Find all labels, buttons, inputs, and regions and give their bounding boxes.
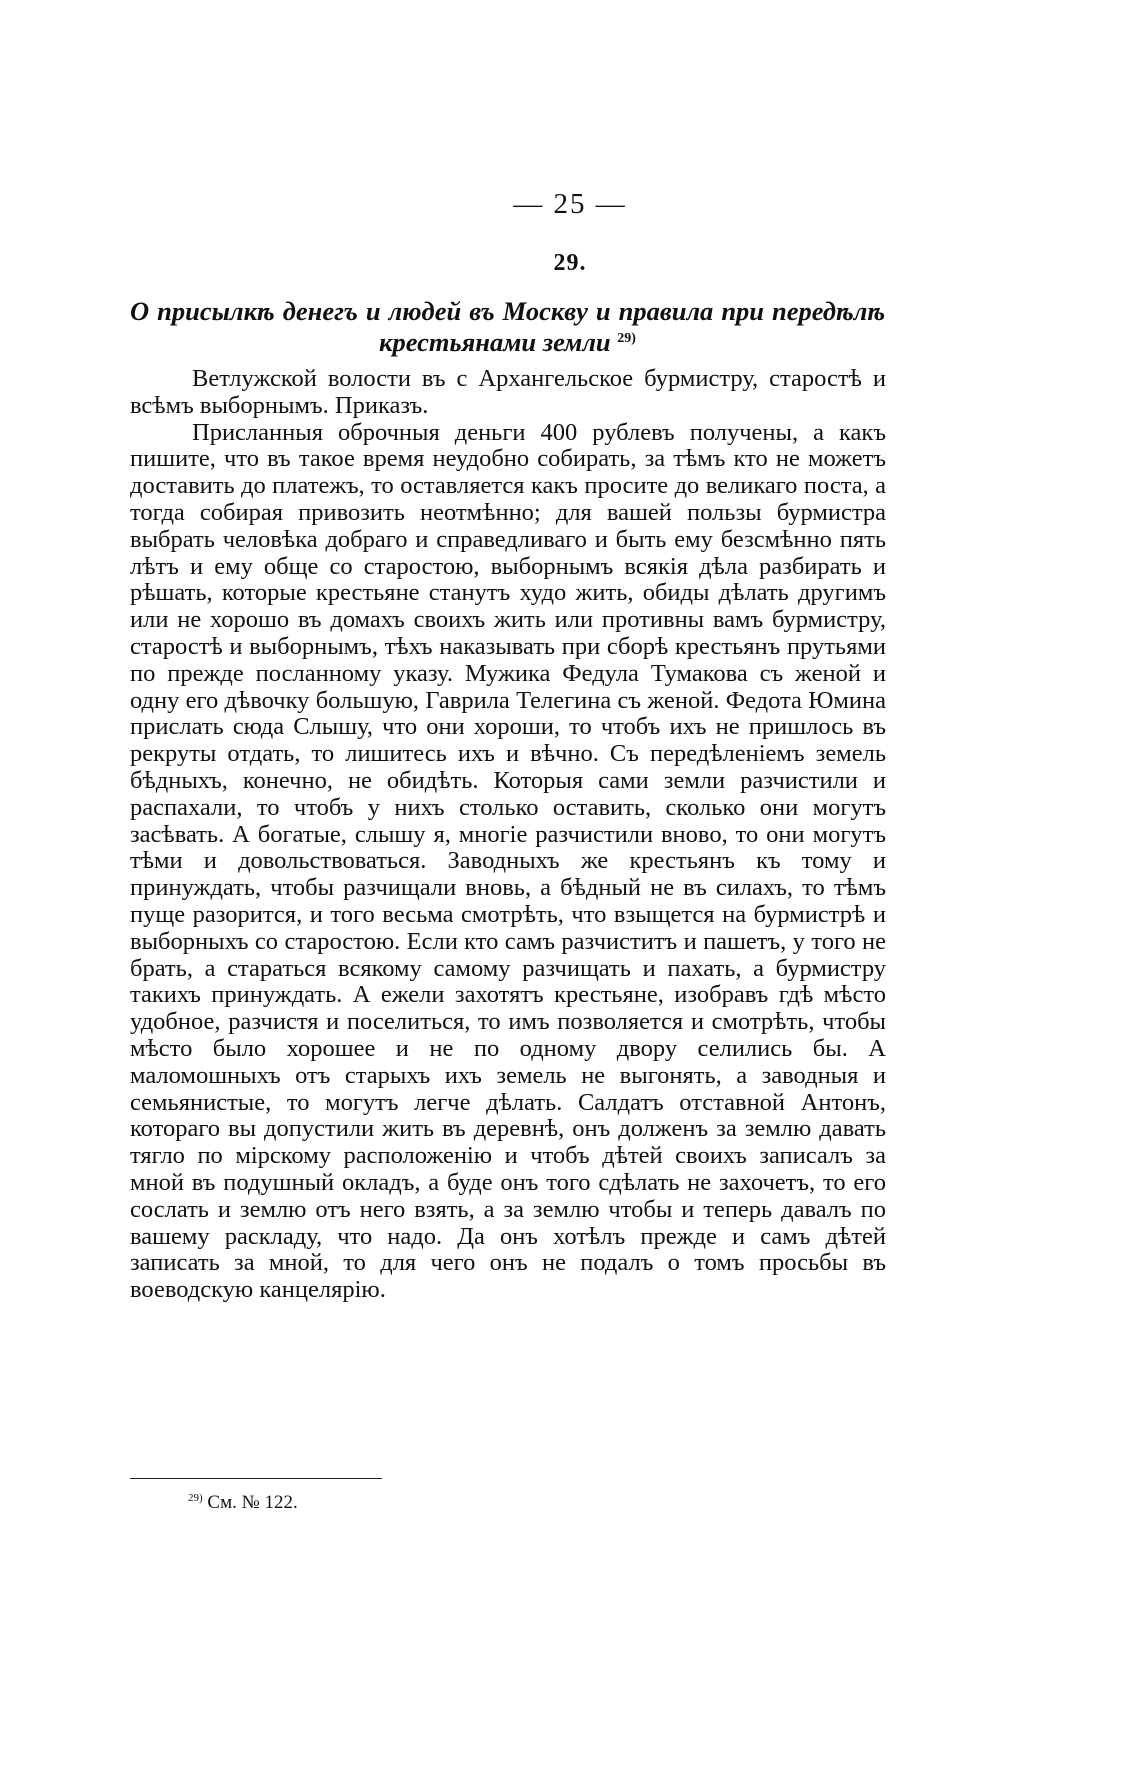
- footnote-ref: 29): [188, 1492, 203, 1504]
- footnote-text: См. № 122.: [207, 1492, 298, 1513]
- page-number: — 25 —: [513, 188, 627, 220]
- footnote: [188, 1487, 298, 1514]
- title-text: О присылкѣ денегъ и людей въ Москву и правила при передѣлѣ крестьянами земли: [130, 296, 885, 357]
- title-footnote-ref: 29): [617, 331, 636, 346]
- footnote-divider: [130, 1478, 382, 1479]
- document-number: 29.: [553, 250, 587, 276]
- document-title: [130, 297, 885, 356]
- document-body: [130, 366, 886, 1304]
- order-paragraph: Присланныя оброчныя деньги 400 рублевъ получены, а какъ пишите, что въ такое время неудобно собирать, за тѣмъ кто не можетъ доставить до платежъ, то оставляется какъ просите до великаго поста, а тогда собирая привозить неотмѣнно; для вашей пользы бурмистра выбрать человѣка добраго и справедливаго и быть ему безсмѣнно пять лѣтъ и ему обще со старостою, выборнымъ всякія дѣла разбирать и рѣшать, которые крестьяне станутъ худо жить, обиды дѣлать другимъ или не хорошо въ домахъ своихъ жить или противны вамъ бурмистру, старостѣ и выборнымъ, тѣхъ наказывать при сборѣ крестьянъ прутьями по прежде посланному указу. Мужика Федула Тумакова съ женой и одну его дѣвочку большую, Гаврила Телегина съ женой. Федота Юмина прислать сюда Слышу, что они хороши, то чтобъ ихъ не пришлось въ рекруты отдать, то лишитесь ихъ и вѣчно. Съ передѣленіемъ земель бѣдныхъ, конечно, не обидѣть. Которыя сами земли разчистили и распахали, то чтобъ у нихъ столько оставить, сколько они могутъ засѣвать. А богатые, слышу я, многіе разчистили вново, то они могутъ тѣми и довольствоваться. Заводныхъ же крестьянъ къ тому и принуждать, чтобы разчищали вновь, а бѣдный не въ силахъ, то тѣмъ пуще разорится, и того весьма смотрѣть, что взыщется на бурмистрѣ и выборныхъ со старостою. Если кто самъ разчиститъ и пашетъ, у того не брать, а стараться всякому самому разчищать и пахать, а бурмистру такихъ принуждать. А ежели захотятъ крестьяне, изобравъ гдѣ мѣсто удобное, разчистя и поселиться, то имъ позволяется и смотрѣть, чтобы мѣсто было хорошее и не по одному двору селились бы. А маломошныхъ отъ старыхъ ихъ земель не выгонять, а заводныя и семьянистые, то могутъ легче дѣлать. Салдатъ отставной Антонъ, котораго вы допустили жить въ деревнѣ, онъ долженъ за землю давать тягло по мірскому расположенію и чтобъ дѣтей своихъ записалъ за мной въ подушный окладъ, а буде онъ того сдѣлать не захочетъ, то его сослать и землю отъ него взять, а за землю чтобы и теперь давалъ по вашему раскладу, что надо. Да онъ хотѣлъ прежде и самъ дѣтей записать за мной, то для чего онъ не подалъ о томъ просьбы въ воеводскую канцелярію.: [130, 418, 886, 1304]
- address-paragraph: Ветлужской волости въ с Архангельское бурмистру, старостѣ и всѣмъ выборнымъ. Приказъ.: [130, 365, 886, 419]
